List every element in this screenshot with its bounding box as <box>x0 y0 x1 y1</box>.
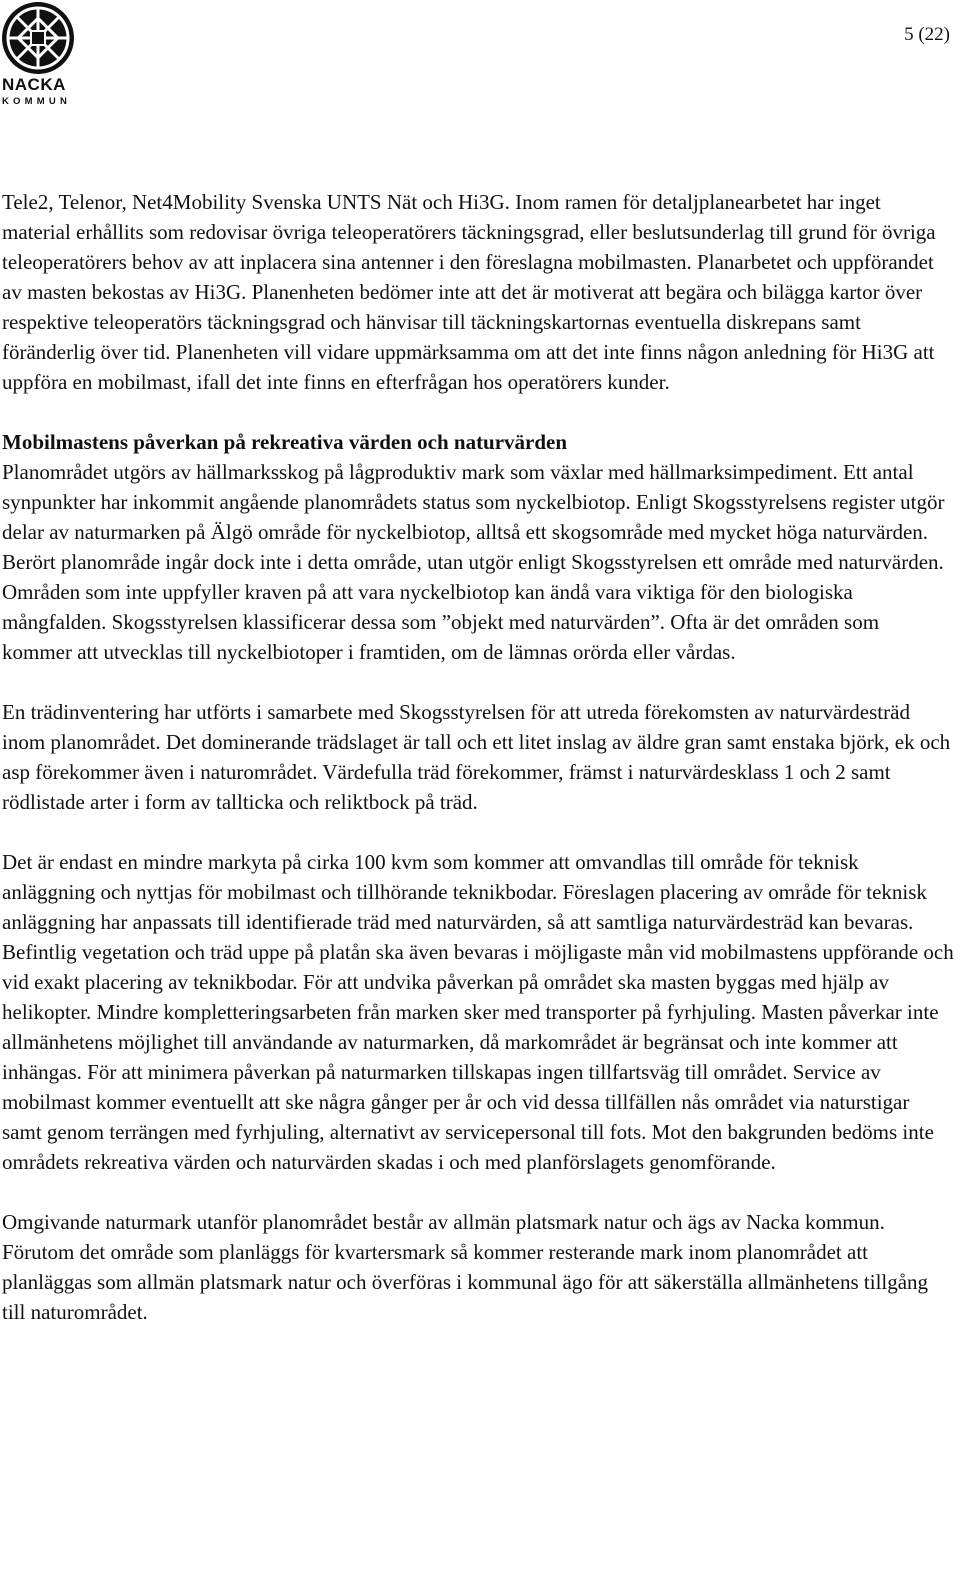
logo-subtitle: KOMMUN <box>2 96 71 107</box>
paragraph-3: En trädinventering har utförts i samarbete med Skogsstyrelsen för att utreda förekomsten av naturvärdesträd inom planområdet. Det dominerande trädslaget är tall och ett litet inslag av äldre gran samt enstaka björk, ek och asp förekommer även i naturområdet. Värdefulla träd förekommer, främst i naturvärdesklass 1 och 2 samt rödlistade arter i form av tallticka och reliktbock på träd. <box>2 700 951 814</box>
page-number: 5 (22) <box>904 24 950 45</box>
paragraph-5: Omgivande naturmark utanför planområdet består av allmän platsmark natur och ägs av Nacka kommun. Förutom det område som planläggs för kvartersmark så kommer resterande mark inom planområdet att planläggas som allmän platsmark natur och överföras i kommunal ägo för att säkerställa allmänhetens tillgång till naturområdet. <box>2 1210 929 1324</box>
paragraph-4: Det är endast en mindre markyta på cirka 100 kvm som kommer att omvandlas till område för teknisk anläggning och nyttjas för mobilmast och tillhörande teknikbodar. Föreslagen placering av område för teknisk anläggning har anpassats till identifierade träd med naturvärden, så att samtliga naturvärdesträd kan bevaras. Befintlig vegetation och träd uppe på platån ska även bevaras i möjligaste mån vid mobilmastens uppförande och vid exakt placering av teknikbodar. För att undvika påverkan på området ska masten byggas med hjälp av helikopter. Mindre kompletteringsarbeten från marken sker med transporter på fyrhjuling. Masten påverkar inte allmänhetens möjlighet till användande av naturmarken, då markområdet är begränsat och inte kommer att inhängas. För att minimera påverkan på naturmarken tillskapas ingen tillfartsväg till området. Service av mobilmast kommer eventuellt att ske några gånger per år och vid dessa tillfällen nås området via naturstigar samt genom terrängen med fyrhjuling, alternativt av servicepersonal till fots. Mot den bakgrunden bedöms inte områdets rekreativa värden och naturvärden skadas i och med planförslagets genomförande. <box>2 850 954 1174</box>
nacka-kommun-logo <box>0 0 80 112</box>
section-heading: Mobilmastens påverkan på rekreativa värden och naturvärden <box>2 430 568 454</box>
paragraph-2: Planområdet utgörs av hällmarksskog på lågproduktiv mark som växlar med hällmarksimpediment. Ett antal synpunkter har inkommit angående planområdets status som nyckelbiotop. Enligt Skogsstyrelsens register utgör delar av naturmarken på Älgö område för nyckelbiotop, alltså ett skogsområde med mycket höga naturvärden. Berört planområde ingår dock inte i detta område, utan utgör enligt Skogsstyrelsen ett område med naturvärden. Områden som inte uppfyller kraven på att vara nyckelbiotop kan ändå vara viktiga för den biologiska mångfalden. Skogsstyrelsen klassificerar dessa som ”objekt med naturvärden”. Ofta är det områden som kommer att utvecklas till nyckelbiotoper i framtiden, om de lämnas orörda eller vårdas. <box>2 460 945 664</box>
nacka-emblem-icon <box>0 0 76 76</box>
logo-name: NACKA <box>2 75 66 94</box>
document-body <box>2 187 954 1357</box>
paragraph-1: Tele2, Telenor, Net4Mobility Svenska UNTS Nät och Hi3G. Inom ramen för detaljplanearbetet har inget material erhållits som redovisar övriga teleoperatörers täckningsgrad, eller beslutsunderlag till grund för övriga teleoperatörers behov av att inplacera sina antenner i den föreslagna mobilmasten. Planarbetet och uppförandet av masten bekostas av Hi3G. Planenheten bedömer inte att det är motiverat att begära och bilägga kartor över respektive teleoperatörs täckningsgrad och hänvisar till täckningskartornas eventuella diskrepans samt föränderlig över tid. Planenheten vill vidare uppmärksamma om att det inte finns någon anledning för Hi3G att uppföra en mobilmast, ifall det inte finns en efterfrågan hos operatörers kunder. <box>2 190 936 394</box>
